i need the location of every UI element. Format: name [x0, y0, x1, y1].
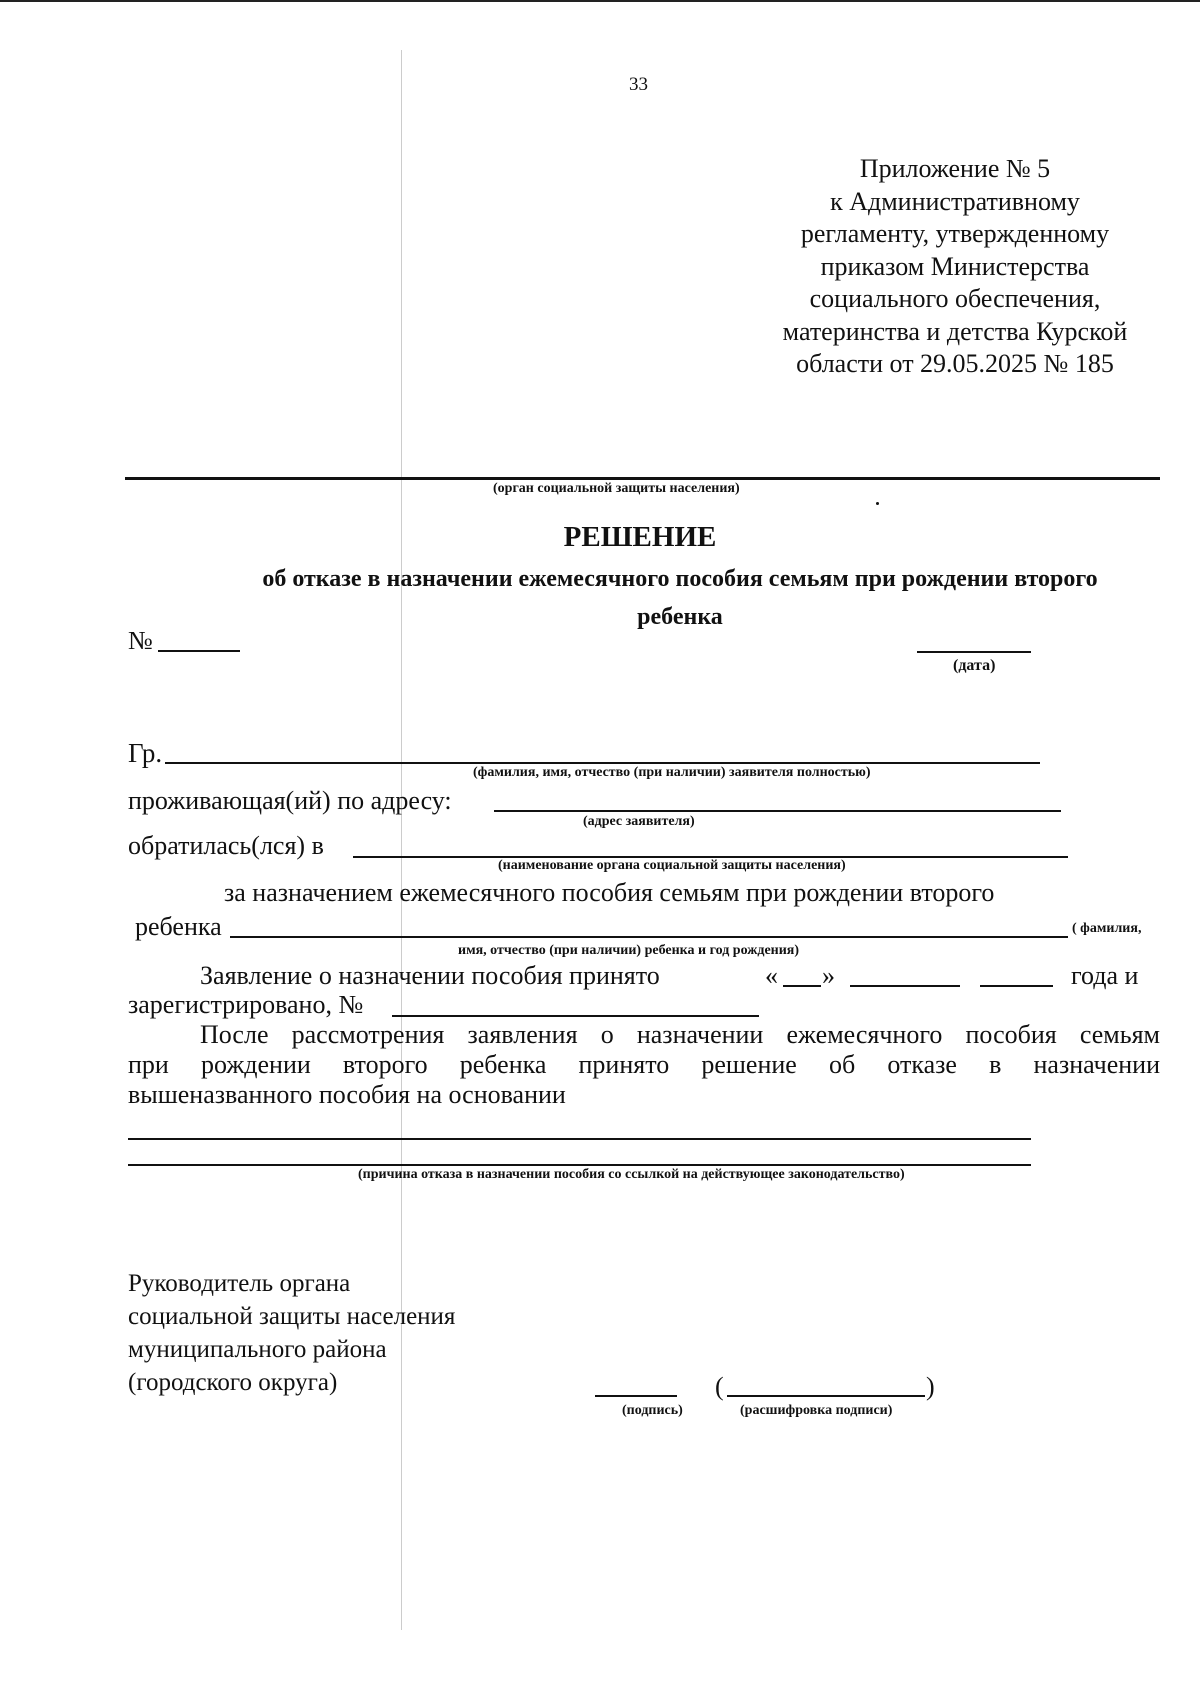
statement-text: Заявление о назначении пособия принято	[200, 961, 660, 990]
sign-caption: (подпись)	[622, 1403, 683, 1418]
appendix-line: приказом Министерства	[820, 251, 1090, 281]
number-field-line[interactable]	[158, 650, 240, 652]
child-field-line[interactable]	[230, 936, 1068, 938]
page-top-border	[0, 0, 1200, 2]
speck	[876, 502, 879, 505]
document-subtitle: об отказе в назначении ежемесячного пособия семьям при рождении второго ребенка	[262, 566, 1098, 630]
open-paren: (	[715, 1372, 724, 1401]
year-field-line[interactable]	[980, 985, 1053, 987]
reason-caption: (причина отказа в назначении пособия со ссылкой на действующее законодательство)	[358, 1167, 905, 1182]
number-label: №	[128, 626, 153, 655]
address-label: проживающая(ий) по адресу:	[128, 786, 452, 815]
org-line	[125, 477, 1160, 480]
appendix-line: материнства и детства Курской	[782, 316, 1128, 346]
signatory-line: муниципального района	[128, 1336, 387, 1363]
month-field-line[interactable]	[850, 985, 960, 987]
reason-field-line[interactable]	[128, 1138, 1031, 1140]
signature-decoding-field-line[interactable]	[727, 1395, 925, 1397]
page-number: 33	[629, 74, 648, 95]
after-review-line: вышеназванного пособия на основании	[128, 1080, 566, 1109]
applicant-field-line[interactable]	[165, 762, 1040, 764]
applicant-caption: (фамилия, имя, отчество (при наличии) заявителя полностью)	[473, 765, 871, 780]
registered-label: зарегистрировано, №	[128, 990, 364, 1019]
applied-caption: (наименование органа социальной защиты населения)	[498, 858, 846, 873]
decoding-caption: (расшифровка подписи)	[740, 1403, 893, 1418]
after-review-line: После рассмотрения заявления о назначении ежемесячного пособия семьям	[200, 1020, 1160, 1049]
close-paren: )	[926, 1372, 935, 1401]
signatory-line: социальной защиты населения	[128, 1303, 456, 1330]
date-caption: (дата)	[953, 657, 996, 674]
address-field-line[interactable]	[494, 810, 1061, 812]
close-quote: »	[822, 961, 835, 990]
signature-field-line[interactable]	[595, 1395, 677, 1397]
appendix-block	[760, 153, 1150, 381]
after-review-line: при рождении второго ребенка принято решение об отказе в назначении	[128, 1050, 1160, 1079]
child-caption-right: ( фамилия,	[1072, 921, 1142, 936]
reason-field-line[interactable]	[128, 1164, 1031, 1166]
signatory-line: (городского округа)	[128, 1369, 338, 1396]
scan-fold-line	[401, 50, 402, 1630]
year-suffix: года и	[1071, 961, 1139, 990]
open-quote: «	[765, 961, 778, 990]
org-caption: (орган социальной защиты населения)	[493, 481, 740, 496]
registration-field-line[interactable]	[392, 1015, 759, 1017]
applicant-label: Гр.	[128, 738, 163, 768]
signatory-line: Руководитель органа	[128, 1270, 351, 1297]
appendix-line: регламенту, утвержденному	[800, 219, 1110, 248]
purpose-line: за назначением ежемесячного пособия семьям при рождении второго	[224, 878, 995, 907]
child-caption-below: имя, отчество (при наличии) ребенка и год рождения)	[458, 943, 800, 958]
address-caption: (адрес заявителя)	[583, 814, 695, 829]
appendix-line: Приложение № 5	[859, 154, 1051, 183]
applied-label: обратилась(лся) в	[128, 831, 324, 860]
child-label: ребенка	[135, 912, 222, 941]
date-field-line[interactable]	[917, 651, 1031, 653]
appendix-line: к Административному	[830, 186, 1080, 216]
appendix-line: социального обеспечения,	[809, 284, 1101, 313]
day-field-line[interactable]	[783, 985, 821, 987]
document-title: РЕШЕНИЕ	[563, 521, 717, 553]
appendix-line: области от 29.05.2025 № 185	[796, 349, 1114, 378]
